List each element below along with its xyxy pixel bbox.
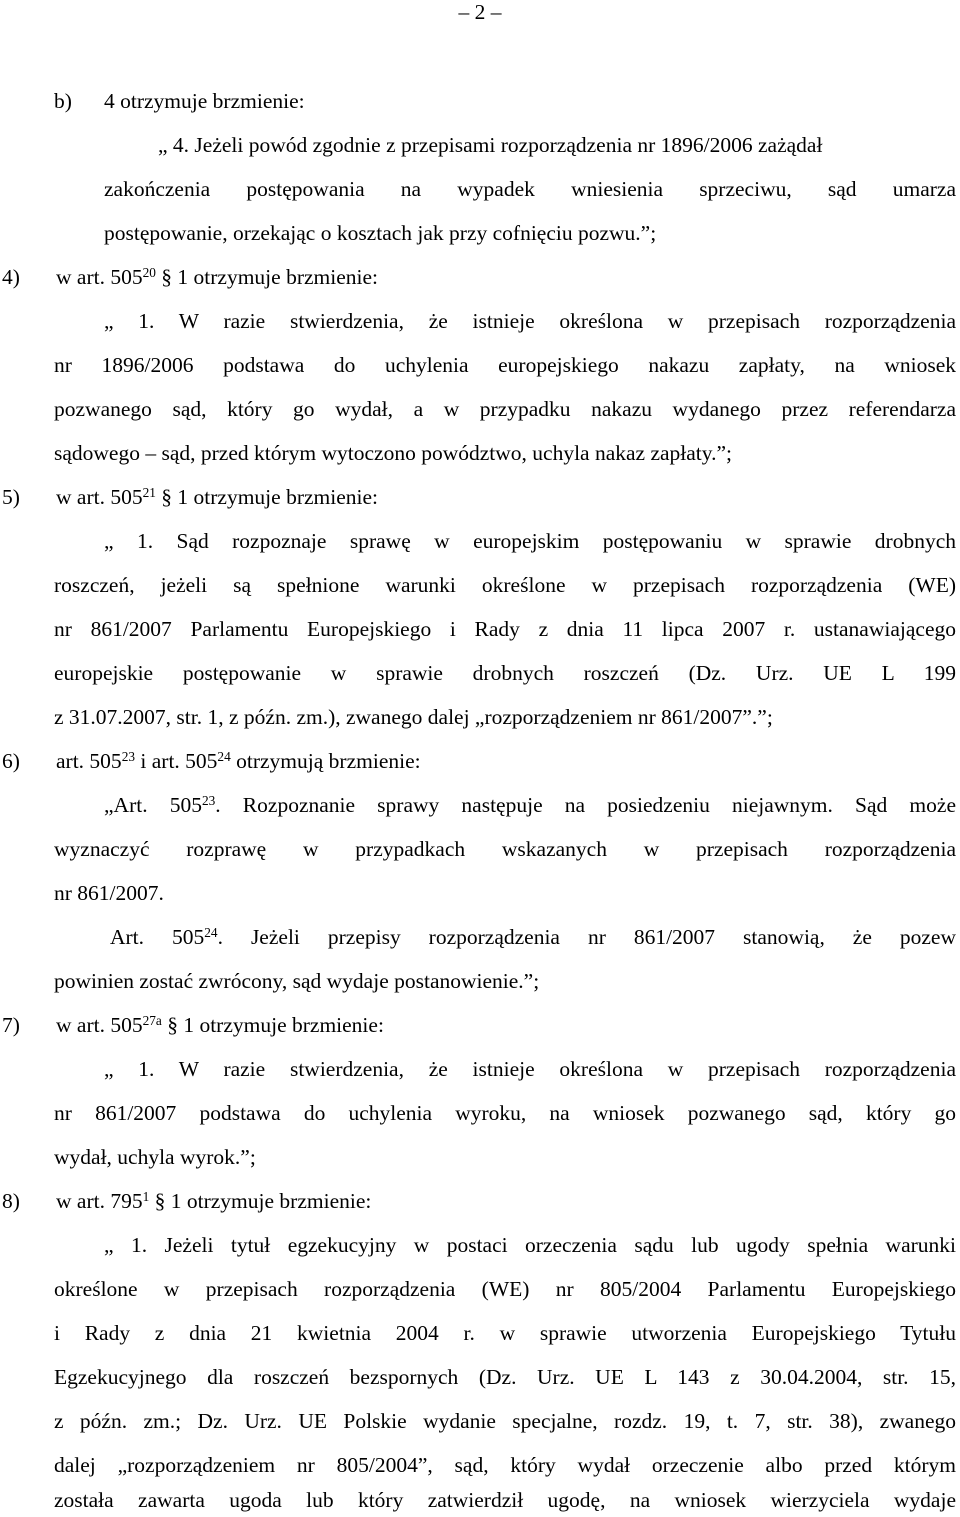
page-number: – 2 – [458, 0, 502, 24]
item-heading-text: w art. $795^1$ § 1 otrzymuje brzmienie: [56, 1188, 372, 1213]
paragraph-line: wydał, uchyla wyrok.”; [54, 1145, 256, 1169]
item-heading-text: w art. $505^{21}$ § 1 otrzymuje brzmienie: [56, 484, 379, 509]
section-sign-icon: § [155, 485, 173, 509]
paragraph-line: nr 1896/2006 podstawa do uchylenia europejskiego nakazu zapłaty, na wniosek [54, 353, 956, 377]
paragraph-line: nr 861/2007. [54, 881, 164, 905]
item-number: 4) [2, 265, 20, 289]
item-number: 7) [2, 1013, 20, 1037]
paragraph-line: z późn. zm.; Dz. Urz. UE Polskie wydanie specjalne, rozdz. 19, t. 7, str. 38), zwanego [54, 1409, 956, 1433]
item-heading-text: w art. $505^{20}$ § 1 otrzymuje brzmienie: [56, 264, 379, 289]
paragraph-line: roszczeń, jeżeli są spełnione warunki określone w przepisach rozporządzenia (WE) [54, 573, 956, 597]
intro-marker: b) [54, 89, 72, 113]
section-sign-icon: § [155, 265, 173, 289]
intro-quote-line: „ 4. Jeżeli powód zgodnie z przepisami rozporządzenia nr 1896/2006 zażądał [158, 133, 823, 157]
page-number-value: 2 [474, 0, 486, 24]
article-505-24-line: Art. $505^{24}$. Jeżeli przepisy rozporządzenia nr 861/2007 stanowią, że pozew [110, 924, 956, 949]
section-sign-icon: § [149, 1189, 166, 1213]
paragraph-line: „ 1. W razie stwierdzenia, że istnieje określona w przepisach rozporządzenia [104, 309, 956, 333]
paragraph-line: nr 861/2007 podstawa do uchylenia wyroku, na wniosek pozwanego sąd, który go [54, 1101, 956, 1125]
intro-quote-line: postępowanie, orzekając o kosztach jak przy cofnięciu pozwu.”; [104, 221, 657, 245]
paragraph-line: została zawarta ugoda lub który zatwierdził ugodę, na wniosek wierzyciela wydaje [54, 1488, 956, 1512]
paragraph-line: „ 1. W razie stwierdzenia, że istnieje określona w przepisach rozporządzenia [104, 1057, 956, 1081]
paragraph-line: Egzekucyjnego dla roszczeń bezspornych (Dz. Urz. UE L 143 z 30.04.2004, str. 15, [54, 1365, 956, 1389]
paragraph-line: nr 861/2007 Parlamentu Europejskiego i Rady z dnia 11 lipca 2007 r. ustanawiającego [54, 617, 956, 641]
paragraph-line: określone w przepisach rozporządzenia (WE) nr 805/2004 Parlamentu Europejskiego [54, 1277, 956, 1301]
item-number: 8) [2, 1189, 20, 1213]
paragraph-line: pozwanego sąd, który go wydał, a w przypadku nakazu wydanego przez referendarza [54, 397, 956, 421]
paragraph-line: powinien zostać zwrócony, sąd wydaje postanowienie.”; [54, 969, 540, 993]
intro-heading [54, 89, 305, 113]
item-heading-text: art. $505^{23}$ i art. $505^{24}$ otrzymują brzmienie: [56, 748, 421, 773]
paragraph-line: europejskie postępowanie w sprawie drobnych roszczeń (Dz. Urz. UE L 199 [54, 661, 956, 685]
paragraph-line: dalej „rozporządzeniem nr 805/2004”, sąd, który wydał orzeczenie albo przed którym [54, 1453, 956, 1477]
paragraph-line: z 31.07.2007, str. 1, z późn. zm.), zwanego dalej „rozporządzeniem nr 861/2007”.”; [54, 705, 773, 729]
section-sign-icon: § [161, 1013, 178, 1037]
intro-quote-line: zakończenia postępowania na wypadek wniesienia sprzeciwu, sąd umarza [104, 177, 956, 201]
item-heading-text: w art. $505^{27a}$ § 1 otrzymuje brzmienie: [56, 1012, 384, 1037]
intro-text: 4 otrzymuje brzmienie: [104, 89, 305, 113]
paragraph-line: „ 1. Jeżeli tytuł egzekucyjny w postaci orzeczenia sądu lub ugody spełnia warunki [104, 1233, 956, 1257]
article-505-23-line: „Art. $505^{23}$. Rozpoznanie sprawy następuje na posiedzeniu niejawnym. Sąd może [104, 792, 956, 817]
paragraph-line: sądowego – sąd, przed którym wytoczono powództwo, uchyla nakaz zapłaty.”; [54, 441, 733, 465]
item-number: 5) [2, 485, 20, 509]
paragraph-line: „ 1. Sąd rozpoznaje sprawę w europejskim postępowaniu w sprawie drobnych [104, 529, 956, 553]
paragraph-line: wyznaczyć rozprawę w przypadkach wskazanych w przepisach rozporządzenia [54, 837, 956, 861]
paragraph-line: i Rady z dnia 21 kwietnia 2004 r. w sprawie utworzenia Europejskiego Tytułu [54, 1321, 956, 1345]
item-number: 6) [2, 749, 20, 773]
